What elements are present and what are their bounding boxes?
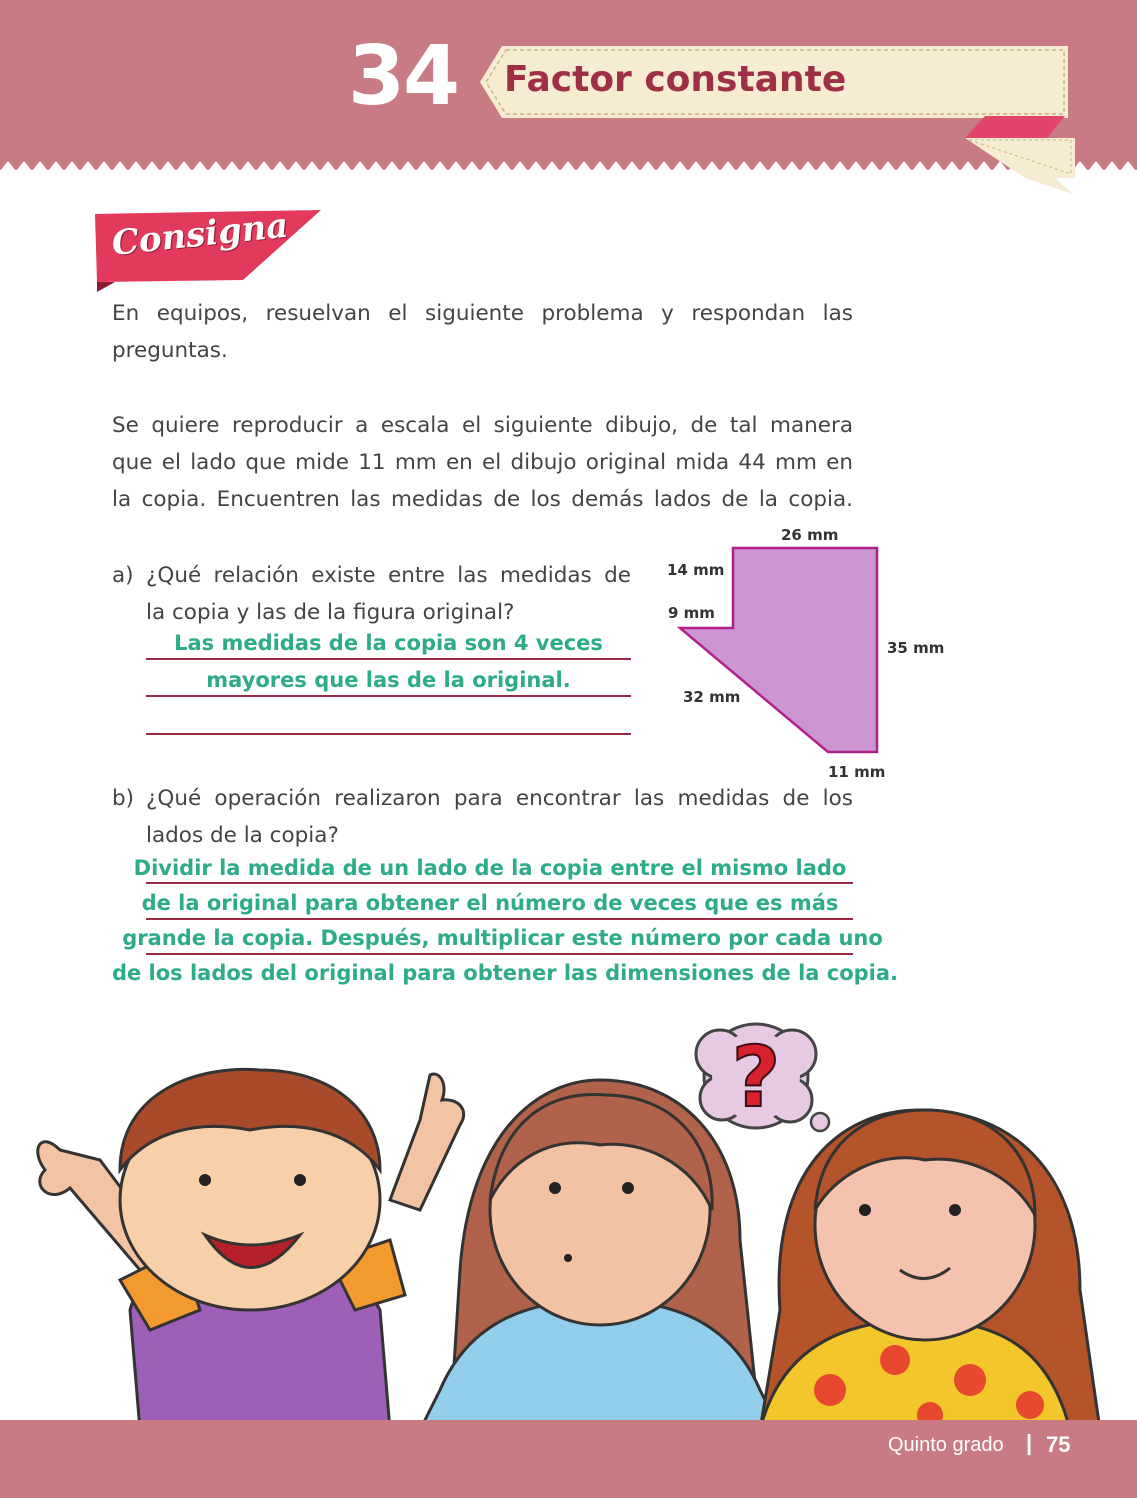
intro-line-1: En equipos, resuelvan el siguiente problema y respondan las bbox=[112, 301, 853, 326]
answer-b-line-3: grande la copia. Después, multiplicar este número por cada uno bbox=[122, 926, 883, 950]
question-b-marker: b) bbox=[112, 786, 135, 811]
footer-zigzag bbox=[0, 1412, 1137, 1428]
footer-grade-label: Quinto grado bbox=[888, 1434, 1004, 1456]
answer-a-rule-2 bbox=[146, 695, 631, 697]
question-b-line-2: lados de la copia? bbox=[146, 823, 339, 848]
girl-character-middle bbox=[420, 1080, 780, 1430]
footer-band bbox=[0, 1420, 1137, 1498]
answer-a-line-2: mayores que las de la original. bbox=[206, 668, 571, 692]
answer-b-rule-1 bbox=[146, 882, 853, 884]
children-illustration bbox=[0, 1010, 1137, 1430]
lesson-number: 34 bbox=[348, 29, 459, 124]
boy-character bbox=[38, 1069, 464, 1430]
dim-label-right: 35 mm bbox=[887, 639, 945, 657]
problem-line-1: Se quiere reproducir a escala el siguiente dibujo, de tal manera bbox=[112, 413, 853, 438]
question-a-line-2: la copia y las de la figura original? bbox=[146, 600, 515, 625]
girl-character-right bbox=[760, 1110, 1100, 1430]
dim-label-top: 26 mm bbox=[781, 526, 839, 544]
question-a-line-1: ¿Qué relación existe entre las medidas de bbox=[146, 563, 631, 588]
question-a-marker: a) bbox=[112, 563, 134, 588]
problem-line-3: la copia. Encuentren las medidas de los demás lados de la copia. bbox=[112, 487, 853, 512]
page-number: 75 bbox=[1046, 1432, 1071, 1457]
question-b-line-1: ¿Qué operación realizaron para encontrar las medidas de los bbox=[146, 786, 853, 811]
lesson-title: Factor constante bbox=[504, 59, 847, 100]
title-banner-fold bbox=[965, 116, 1077, 196]
answer-b-line-2: de la original para obtener el número de veces que es más bbox=[141, 891, 839, 915]
footer-separator: | bbox=[1026, 1430, 1033, 1455]
consigna-label: Consigna bbox=[109, 205, 291, 264]
dim-label-diagonal: 32 mm bbox=[683, 688, 741, 706]
dim-label-bottom: 11 mm bbox=[828, 763, 886, 781]
answer-b-rule-2 bbox=[146, 918, 853, 920]
answer-b-line-1: Dividir la medida de un lado de la copia entre el mismo lado bbox=[133, 856, 847, 880]
dim-label-left-top: 14 mm bbox=[667, 561, 725, 579]
answer-a-line-1: Las medidas de la copia son 4 veces bbox=[174, 631, 603, 655]
answer-a-rule-3 bbox=[146, 733, 631, 735]
problem-line-2: que el lado que mide 11 mm en el dibujo original mida 44 mm en bbox=[112, 450, 853, 475]
answer-b-rule-3 bbox=[146, 953, 853, 955]
intro-line-2: preguntas. bbox=[112, 338, 228, 363]
dim-label-step: 9 mm bbox=[668, 604, 715, 622]
answer-a-rule-1 bbox=[146, 658, 631, 660]
answer-b-line-4: de los lados del original para obtener las dimensiones de la copia. bbox=[111, 961, 899, 985]
question-mark-icon: ? bbox=[731, 1028, 781, 1126]
